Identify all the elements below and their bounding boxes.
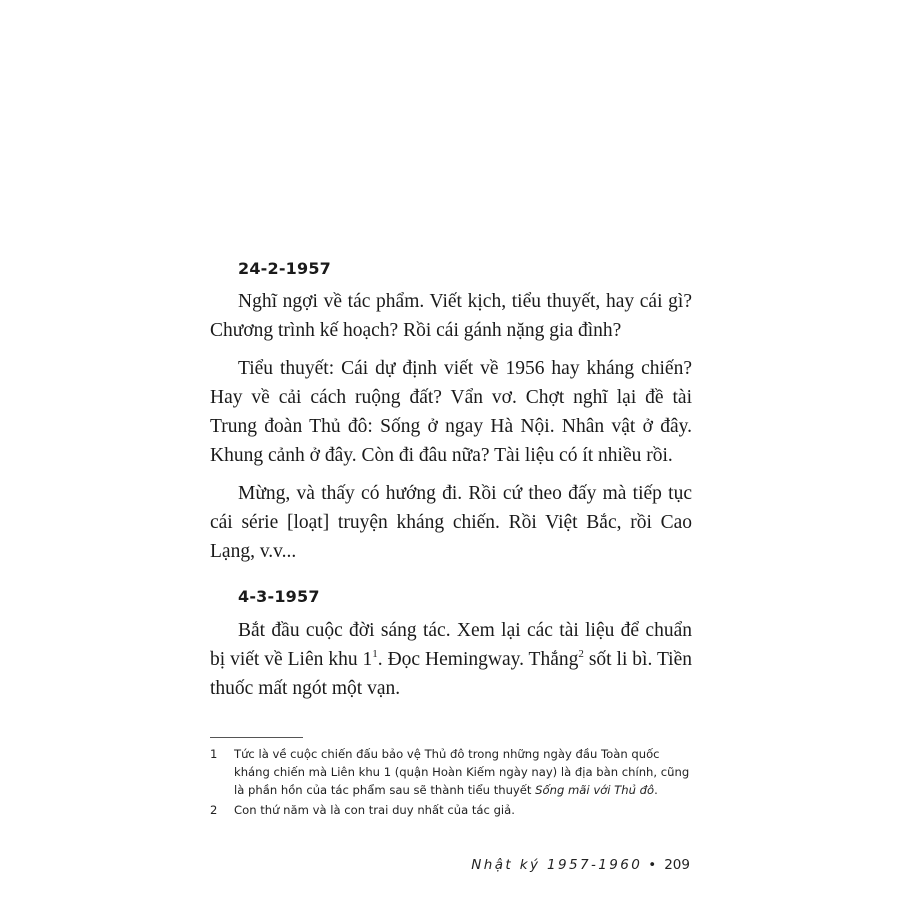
page-number: 209 — [664, 857, 690, 873]
entry-body — [210, 287, 692, 566]
entry-body — [210, 616, 692, 703]
footer-book-title: Nhật ký 1957-1960 — [471, 857, 643, 873]
footnote-book-title: Sống mãi với Thủ đô — [535, 783, 655, 797]
paragraph — [210, 616, 692, 703]
footnote-ref[interactable]: 1 — [372, 647, 378, 660]
paragraph-text: . Đọc Hemingway. Thắng — [377, 649, 579, 670]
entry-date: 24-2-1957 — [238, 259, 332, 278]
paragraph: Nghĩ ngợi về tác phẩm. Viết kịch, tiểu thuyết, hay cái gì? Chương trình kế hoạch? Rồi cái gánh nặng gia đình? — [210, 291, 692, 341]
footer-bullet: • — [648, 857, 657, 873]
footnote — [210, 801, 692, 819]
footnote-number: 1 — [210, 747, 218, 761]
footnotes — [210, 745, 692, 821]
running-footer — [471, 857, 690, 873]
footnote-divider — [210, 737, 303, 738]
paragraph-text: sốt li bì. Tiền thuốc mất ngót một vạn. — [210, 649, 692, 699]
footnote-text: Con thứ năm và là con trai duy nhất của tác giả. — [234, 803, 515, 817]
footnote-text-main: Tức là về cuộc chiến đấu bảo vệ Thủ đô trong những ngày đầu Toàn quốc kháng chiến mà Liên khu 1 (quận Hoàn Kiếm ngày nay) là địa bàn chính, cũng là phần hồn của tác phẩm sau sẽ thành tiểu thuyết — [234, 747, 690, 797]
entry-date: 4-3-1957 — [238, 587, 320, 606]
footnote-ref[interactable]: 2 — [578, 647, 584, 660]
paragraph: Mừng, và thấy có hướng đi. Rồi cứ theo đấy mà tiếp tục cái série [loạt] truyện kháng chiến. Rồi Việt Bắc, rồi Cao Lạng, v.v... — [210, 483, 692, 562]
footnote-number: 2 — [210, 803, 218, 817]
paragraph: Tiểu thuyết: Cái dự định viết về 1956 hay kháng chiến? Hay về cải cách ruộng đất? Vẩn vơ. Chợt nghĩ lại đề tài Trung đoàn Thủ đô: Sống ở ngay Hà Nội. Nhân vật ở đây. Khung cảnh ở đây. Còn đi đâu nữa? Tài liệu có ít nhiều rồi. — [210, 358, 692, 466]
footnote — [210, 745, 692, 799]
footnote-text — [234, 745, 692, 799]
paragraph-text: Bắt đầu cuộc đời sáng tác. Xem lại các tài liệu để chuẩn bị viết về Liên khu 1 — [210, 620, 692, 670]
footnote-text-end: . — [654, 783, 658, 797]
